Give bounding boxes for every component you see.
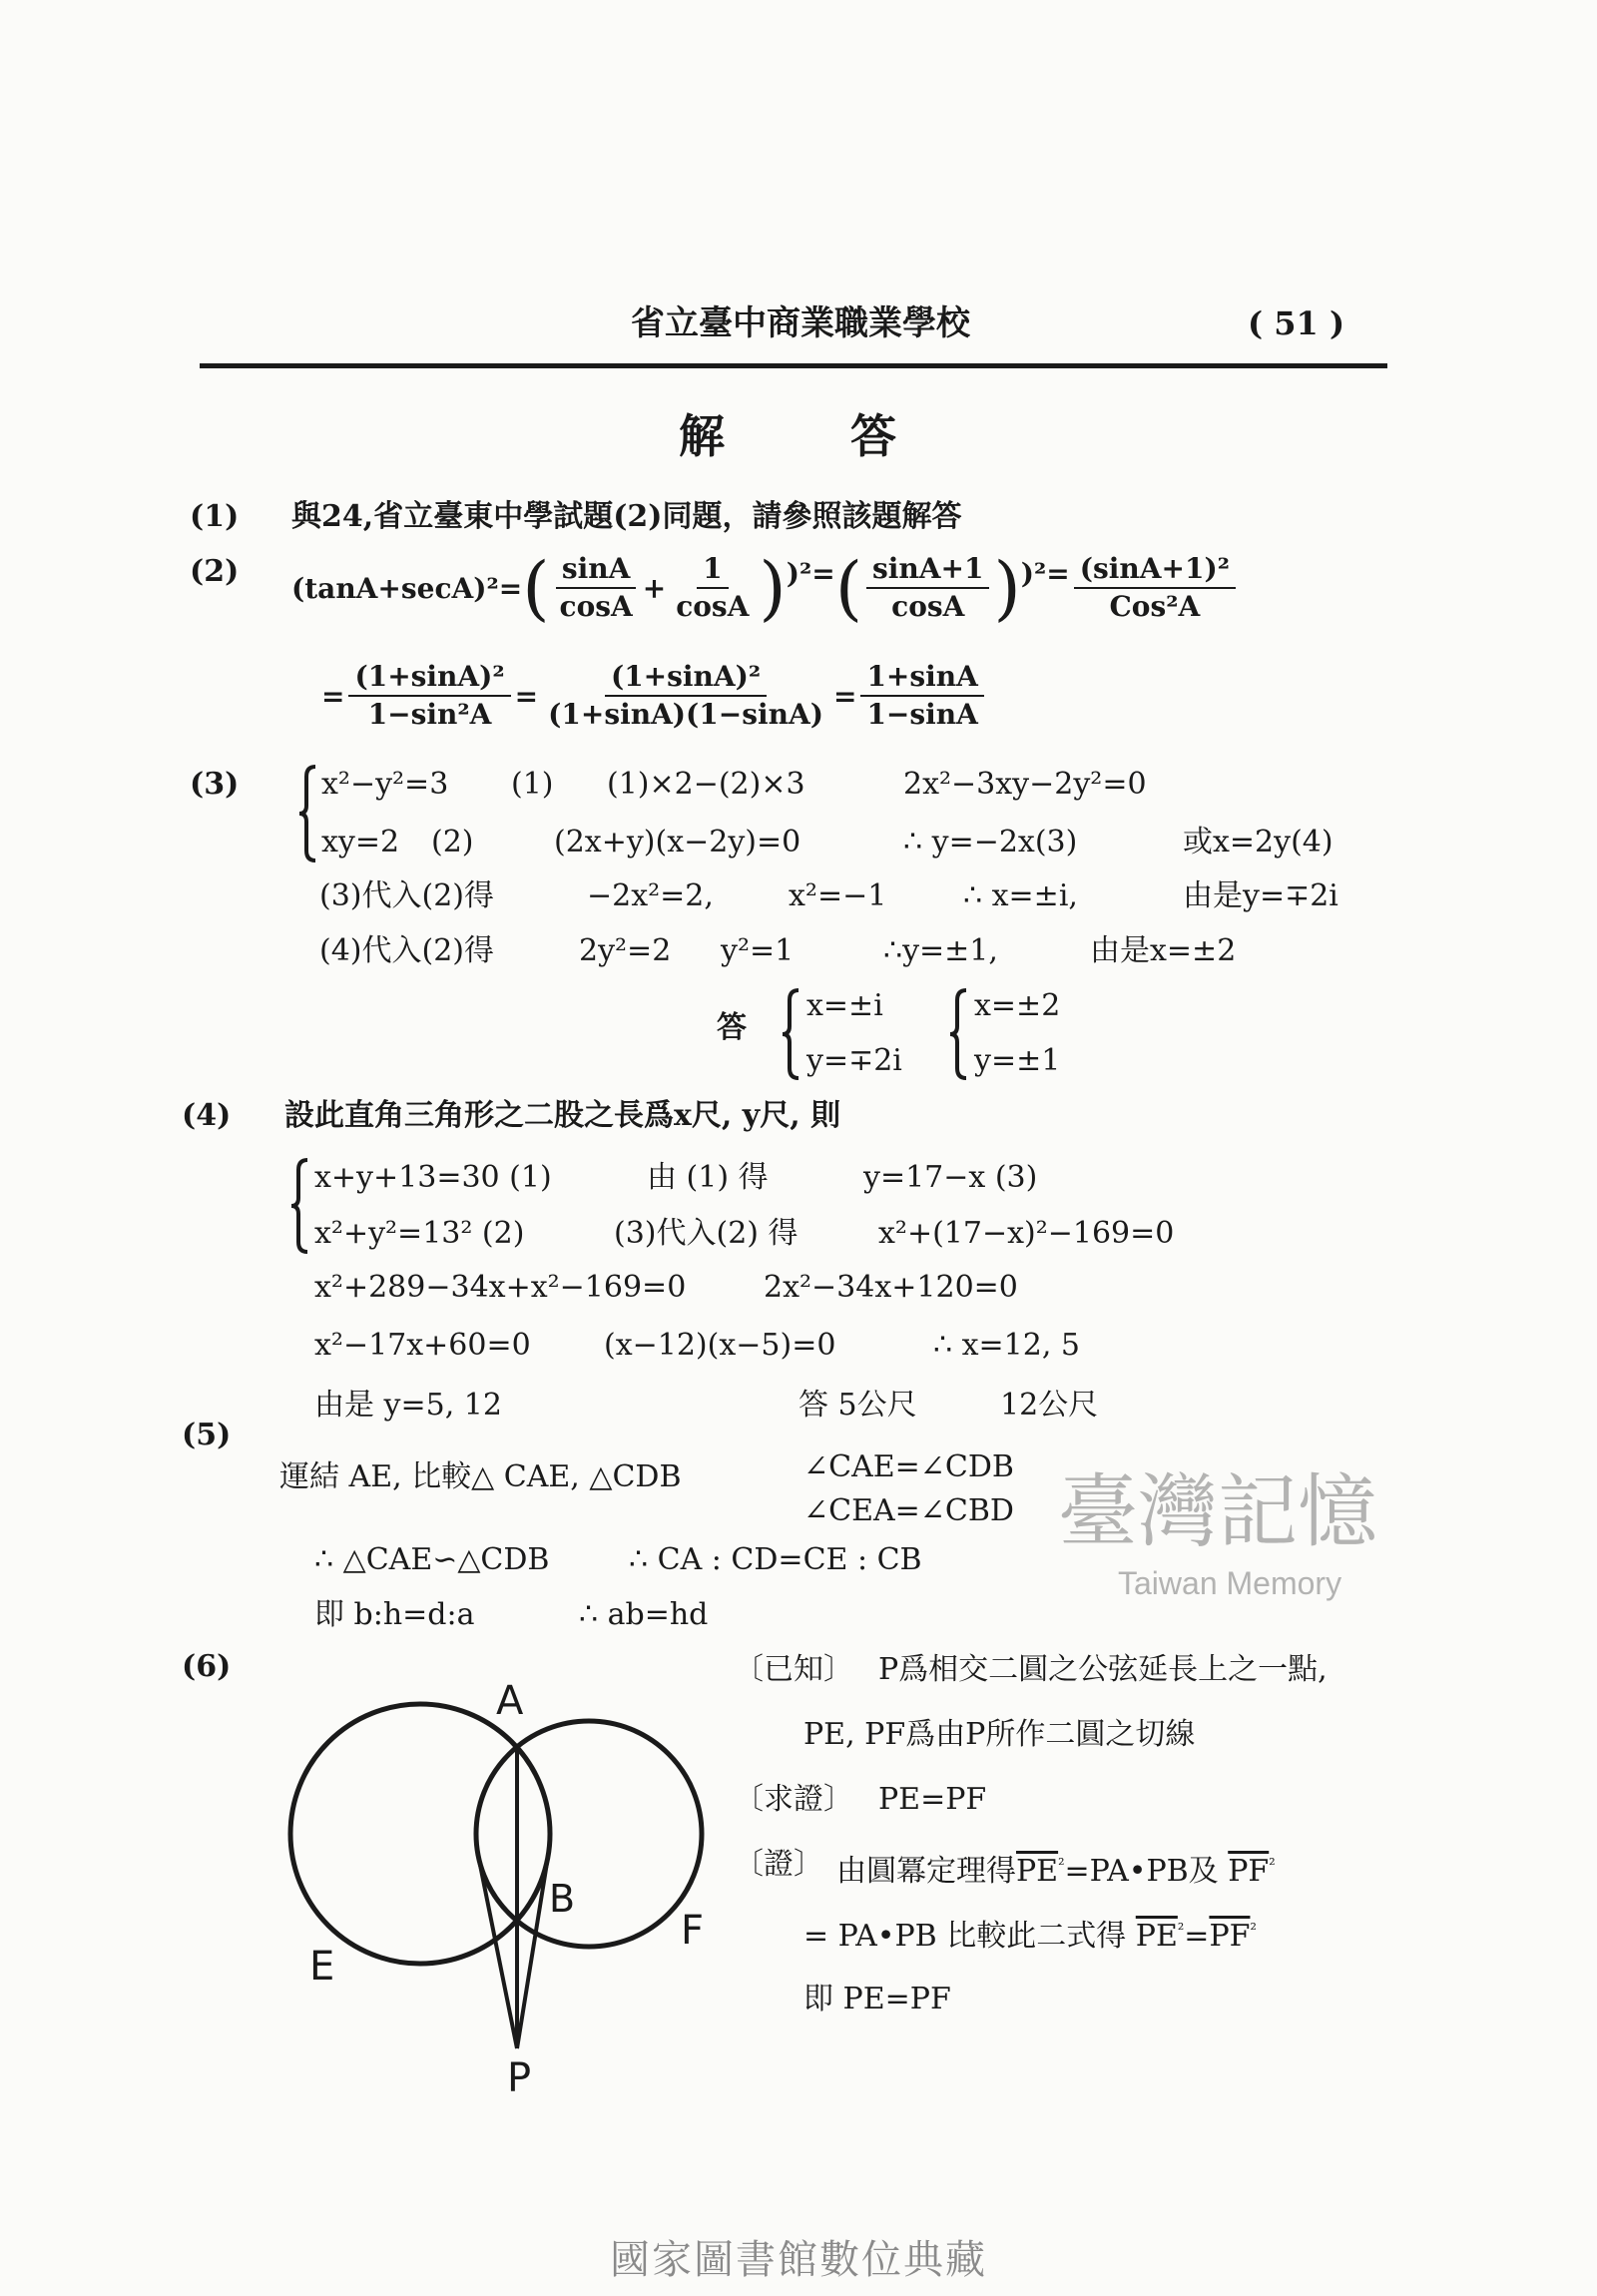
q4-eq1: x+y+13=30 (1) [314,1160,552,1195]
q3-sub4-d: 由是x=±2 [1090,933,1237,968]
denominator: cosA [676,590,750,623]
running-header: 省立臺中商業職業學校 [631,303,970,343]
q3-eq1: x²−y²=3 [321,767,449,802]
left-circle [290,1704,550,1964]
q4-sub-result: x²+(17−x)²−169=0 [878,1216,1175,1251]
q3-sub3: (3)代入(2)得 [319,878,494,913]
denominator: 1−sin²A [367,698,492,731]
q3-step1-result: 2x²−3xy−2y²=0 [903,767,1147,802]
q3-sub4-c: ∴y=±1, [883,933,998,968]
q4-intro: 設此直角三角形之二股之長爲x尺, y尺, 則 [284,1098,841,1133]
q5-line2a: ∴ △CAE∽△CDB [314,1542,550,1577]
exponent: ² [1269,1855,1276,1874]
numerator: 1 [697,551,728,589]
proof-text: = PA•PB 比較此二式得 [803,1919,1127,1954]
segment-pe: $\overline{PE}$ [1135,1919,1178,1954]
q5-angle2: ∠CEA=∠CBD [803,1493,1014,1528]
q4-sub: (3)代入(2) 得 [614,1216,798,1251]
q3-sub4: (4)代入(2)得 [319,933,494,968]
equals-sign: = [1184,1919,1210,1954]
q3-sub3-a: −2x²=2, [587,878,714,913]
q4-from1: 由 (1) 得 [647,1160,769,1195]
footer-archive: 國家圖書館數位典藏 [610,2237,987,2283]
equals-sign: = [514,679,539,713]
equals-sign: = [321,679,345,713]
point-label-e: E [309,1944,335,1990]
q4-line4c: ∴ x=12, 5 [933,1328,1081,1363]
page-number: ( 51 ) [1248,304,1345,342]
paren-close: ) [759,547,787,629]
given-line1: P爲相交二圓之公弦延長上之一點, [878,1652,1328,1687]
q4-eq2: x²+y²=13² (2) [314,1216,525,1251]
q1-text: 與24,省立臺東中學試題(2)同題，請參照該題解答 [291,499,962,534]
q3-ans1-y: y=∓2i [806,1043,902,1078]
q4-line3b: 2x²−34x+120=0 [764,1270,1018,1305]
q1-label: (1) [190,499,240,534]
numerator: (sinA+1)² [1074,551,1236,589]
exponent: ² [1177,1920,1185,1939]
numerator: 1+sinA [860,659,983,697]
prove-statement: PE=PF [878,1782,987,1817]
q5-line3b: ∴ ab=hd [579,1597,709,1632]
point-label-f: F [681,1908,705,1954]
proof-text: 由圓冪定理得 [836,1854,1016,1889]
watermark-chinese: 臺灣記憶 [1058,1465,1377,1558]
prove-tag: 〔求證〕 [734,1782,853,1817]
q2-lhs: (tanA+secA)²= [291,571,523,605]
point-label-a: A [496,1678,524,1724]
q3-step1: (1)×2−(2)×3 [607,767,805,802]
numerator: sinA [556,551,636,589]
given-line2: PE, PF爲由P所作二圓之切線 [803,1717,1196,1752]
denominator: Cos²A [1109,590,1201,623]
q3-eq2-tag: (2) [431,825,474,860]
q3-sub4-a: 2y²=2 [579,933,672,968]
denominator: 1−sinA [866,698,978,731]
section-title-left: 解 [679,409,725,463]
q4-line5a: 由是 y=5, 12 [314,1388,502,1423]
q4-answer2: 12公尺 [1000,1388,1099,1423]
numerator: sinA+1 [866,551,989,589]
q5-line2b: ∴ CA : CD=CE : CB [629,1542,922,1577]
q4-line4b: (x−12)(x−5)=0 [604,1328,836,1363]
numerator: (1+sinA)² [348,659,510,697]
q3-eq1-tag: (1) [511,767,554,802]
q4-line3a: x²+289−34x+x²−169=0 [314,1270,687,1305]
q5-label: (5) [182,1418,232,1452]
section-title-right: 答 [850,409,896,463]
q3-ans2-y: y=±1 [974,1043,1061,1078]
q4-answer: 答 5公尺 [798,1388,917,1423]
tangent-pf [478,1856,517,2048]
numerator: (1+sinA)² [605,659,767,697]
square-equals: )²= [1020,556,1070,590]
q3-sub3-c: ∴ x=±i, [963,878,1078,913]
segment-pe: $\overline{PE}$ [1016,1854,1059,1889]
q3-label: (3) [190,767,240,802]
proof-line3: 即 PE=PF [803,1982,951,2016]
segment-pf: $\overline{PF}$ [1228,1854,1270,1889]
q5-line3a: 即 b:h=d:a [314,1597,475,1632]
point-label-b: B [549,1877,576,1921]
q5-line1: 運結 AE, 比較△ CAE, △CDB [279,1459,682,1494]
paren-open: ( [522,547,550,629]
tangent-pe [517,1855,548,2048]
denominator: (1+sinA)(1−sinA) [548,698,823,731]
segment-pf: $\overline{PF}$ [1209,1919,1251,1954]
denominator: cosA [559,590,633,623]
q3-sub3-d: 由是y=∓2i [1183,878,1338,913]
q5-angle1: ∠CAE=∠CDB [803,1449,1014,1484]
q3-case3: ∴ y=−2x(3) [903,825,1078,860]
right-circle [476,1721,702,1947]
exponent: ² [1250,1920,1257,1939]
q6-label: (6) [182,1649,232,1684]
proof-tag: 〔證〕 [734,1847,823,1882]
q3-eq2: xy=2 [321,825,400,860]
paren-open: ( [834,547,863,629]
equals-sign: = [832,679,857,713]
proof-text: =PA•PB及 [1064,1854,1219,1889]
point-label-p: P [507,2055,532,2101]
q3-answer-label: 答 [717,1010,747,1045]
q3-ans1-x: x=±i [806,988,883,1023]
q3-sub3-b: x²=−1 [789,878,887,913]
denominator: cosA [891,590,965,623]
given-tag: 〔已知〕 [734,1652,853,1687]
q4-label: (4) [182,1098,232,1133]
q3-ans2-x: x=±2 [974,988,1061,1023]
plus-sign: + [642,571,667,605]
q3-case4: 或x=2y(4) [1183,825,1333,860]
q3-sub4-b: y²=1 [721,933,795,968]
paren-close: ) [993,547,1021,629]
q2-label: (2) [190,554,240,589]
square-equals: )²= [786,556,835,590]
watermark-english: Taiwan Memory [1118,1565,1342,1601]
exponent: ² [1058,1855,1065,1874]
q3-factor: (2x+y)(x−2y)=0 [554,825,801,860]
q4-line4a: x²−17x+60=0 [314,1328,531,1363]
q4-res1: y=17−x (3) [863,1160,1038,1195]
